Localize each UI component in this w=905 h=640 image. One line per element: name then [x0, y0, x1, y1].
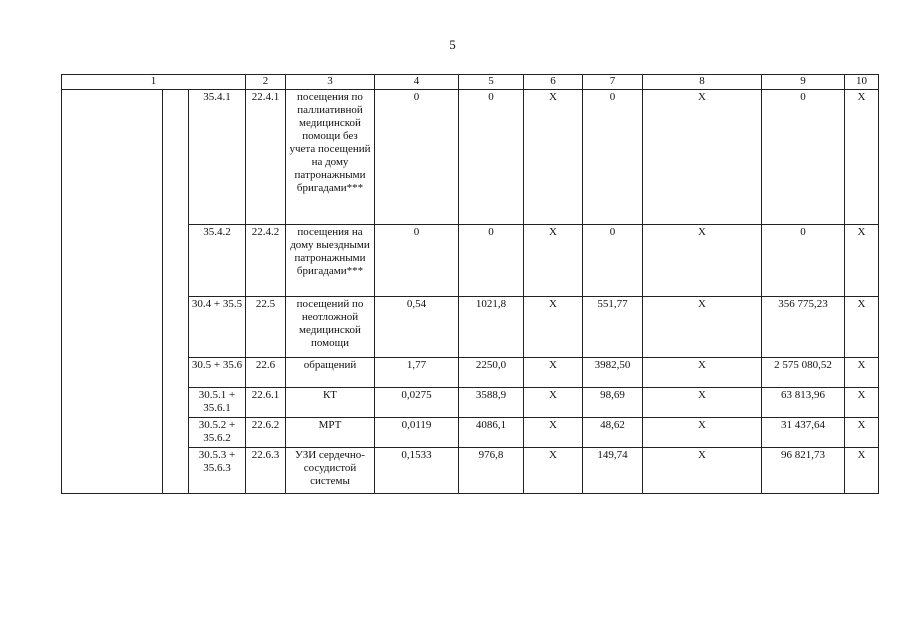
table-cell: Х — [524, 90, 583, 225]
table-cell: 48,62 — [583, 418, 643, 448]
table-cell: Х — [643, 418, 762, 448]
table-cell: Х — [524, 448, 583, 494]
table-cell: 0 — [762, 90, 845, 225]
table-cell: Х — [524, 225, 583, 297]
table-cell: 22.4.1 — [246, 90, 286, 225]
header-cell: 8 — [643, 75, 762, 90]
table-cell: 96 821,73 — [762, 448, 845, 494]
table-cell: Х — [643, 297, 762, 358]
page-number: 5 — [449, 37, 456, 52]
table-cell: 149,74 — [583, 448, 643, 494]
table-cell: 1021,8 — [459, 297, 524, 358]
table-cell: 551,77 — [583, 297, 643, 358]
data-table — [61, 74, 879, 494]
table-cell: 1,77 — [375, 358, 459, 388]
table-cell: 22.4.2 — [246, 225, 286, 297]
table-cell: 63 813,96 — [762, 388, 845, 418]
table-cell: 0,0275 — [375, 388, 459, 418]
table-cell: 976,8 — [459, 448, 524, 494]
table-cell: Х — [643, 225, 762, 297]
table-cell: посещения на дому выездными патронажными бригадами*** — [286, 225, 375, 297]
table-cell: Х — [845, 418, 879, 448]
header-cell: 2 — [246, 75, 286, 90]
table-cell: Х — [524, 297, 583, 358]
table-cell: 3982,50 — [583, 358, 643, 388]
table-cell: 0,1533 — [375, 448, 459, 494]
table-cell: Х — [845, 297, 879, 358]
table-cell: 22.6.1 — [246, 388, 286, 418]
table-cell: Х — [845, 388, 879, 418]
table-cell: 0 — [375, 225, 459, 297]
table-cell: Х — [643, 358, 762, 388]
table-cell: Х — [845, 448, 879, 494]
table-cell: КТ — [286, 388, 375, 418]
table-cell: посещений по неотложной медицинской помощи — [286, 297, 375, 358]
header-row — [62, 75, 879, 90]
table-cell: 0 — [375, 90, 459, 225]
table-cell: 0 — [583, 90, 643, 225]
table-cell: Х — [524, 418, 583, 448]
table-cell: 0 — [459, 90, 524, 225]
header-cell: 6 — [524, 75, 583, 90]
table-cell: 356 775,23 — [762, 297, 845, 358]
header-cell: 7 — [583, 75, 643, 90]
blank-cell — [163, 90, 189, 494]
table-cell: Х — [524, 358, 583, 388]
table-cell: 22.6.3 — [246, 448, 286, 494]
table-cell: Х — [643, 388, 762, 418]
table-row — [62, 90, 879, 225]
table-cell: 22.6.2 — [246, 418, 286, 448]
table-cell: 30.5.2 + 35.6.2 — [189, 418, 246, 448]
table-cell: Х — [643, 90, 762, 225]
table-cell: 0 — [583, 225, 643, 297]
table-cell: Х — [643, 448, 762, 494]
table-cell: Х — [845, 225, 879, 297]
table-cell: 31 437,64 — [762, 418, 845, 448]
table-cell: 35.4.2 — [189, 225, 246, 297]
header-cell: 5 — [459, 75, 524, 90]
table-cell: 0 — [459, 225, 524, 297]
header-cell: 10 — [845, 75, 879, 90]
table-cell: Х — [845, 90, 879, 225]
header-cell: 9 — [762, 75, 845, 90]
table-cell: 3588,9 — [459, 388, 524, 418]
table-cell: 0,0119 — [375, 418, 459, 448]
table-cell: 0 — [762, 225, 845, 297]
table-cell: 0,54 — [375, 297, 459, 358]
table-cell: МРТ — [286, 418, 375, 448]
table-cell: 30.5.3 + 35.6.3 — [189, 448, 246, 494]
table-cell: 4086,1 — [459, 418, 524, 448]
table-cell: 98,69 — [583, 388, 643, 418]
table-cell: Х — [524, 388, 583, 418]
header-cell: 4 — [375, 75, 459, 90]
header-cell: 1 — [62, 75, 246, 90]
table-cell: 30.5.1 + 35.6.1 — [189, 388, 246, 418]
table-cell: 22.6 — [246, 358, 286, 388]
table-cell: обращений — [286, 358, 375, 388]
table-cell: 30.4 + 35.5 — [189, 297, 246, 358]
table-cell: 2 575 080,52 — [762, 358, 845, 388]
table-cell: посещения по паллиативной медицинской помощи без учета посещений на дому патронажными бригадами*** — [286, 90, 375, 225]
blank-cell — [62, 90, 163, 494]
table-cell: 30.5 + 35.6 — [189, 358, 246, 388]
table-cell: УЗИ сердечно-сосудистой системы — [286, 448, 375, 494]
table-cell: 35.4.1 — [189, 90, 246, 225]
table-cell: Х — [845, 358, 879, 388]
table-cell: 2250,0 — [459, 358, 524, 388]
header-cell: 3 — [286, 75, 375, 90]
table-cell: 22.5 — [246, 297, 286, 358]
